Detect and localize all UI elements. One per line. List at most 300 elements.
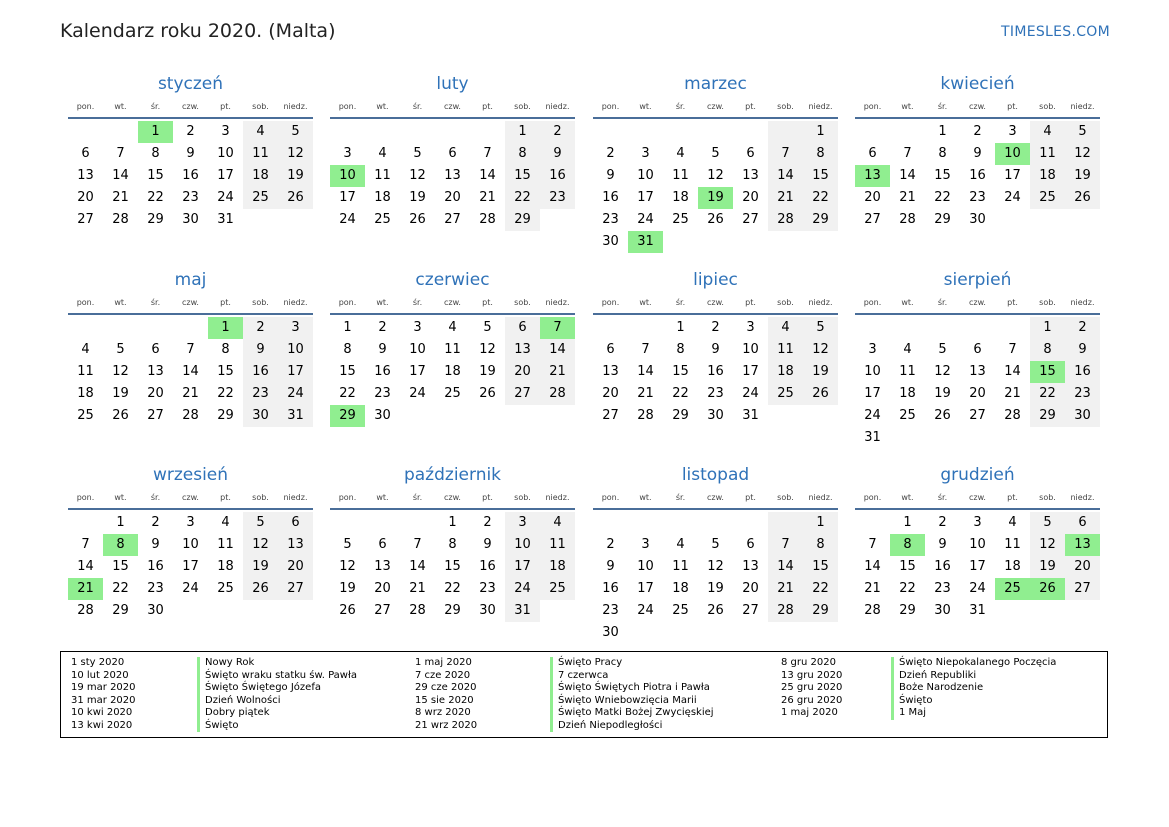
weekday-label: czw. — [444, 493, 461, 502]
day-cell: 6 — [1065, 512, 1100, 534]
weekday-label: czw. — [444, 102, 461, 111]
day-cell: 2 — [186, 124, 195, 139]
day-cell: 10 — [637, 559, 654, 574]
page-title: Kalendarz roku 2020. (Malta) — [60, 20, 336, 42]
day-cell: 14 — [768, 556, 803, 578]
holiday-date: 13 kwi 2020 — [71, 719, 133, 731]
month-name: październik — [403, 465, 502, 485]
day-cell: 18 — [77, 386, 94, 401]
day-cell: 15 — [217, 364, 234, 379]
weekday-label: pon. — [601, 298, 620, 307]
weekday-label: niedz. — [545, 493, 570, 502]
day-cell: 21 — [637, 386, 654, 401]
day-cell: 16 — [147, 559, 164, 574]
weekday-label: pt. — [220, 493, 231, 502]
weekday-header — [855, 98, 1100, 116]
day-cell: 7 — [768, 534, 803, 556]
day-cell: 1 — [676, 320, 685, 335]
day-cell: 17 — [969, 559, 986, 574]
day-cell: 14 — [77, 559, 94, 574]
day-grid — [68, 317, 313, 427]
day-cell: 5 — [1065, 121, 1100, 143]
day-cell: 7 — [540, 317, 575, 339]
holiday-name: 1 Maj — [899, 707, 927, 718]
day-cell: 10 — [278, 339, 313, 361]
weekday-label: niedz. — [545, 102, 570, 111]
day-cell: 26 — [707, 212, 724, 227]
weekday-label: sob. — [514, 102, 531, 111]
day-cell: 19 — [707, 581, 724, 596]
day-cell: 29 — [672, 408, 689, 423]
day-cell: 6 — [81, 146, 90, 161]
weekday-label: śr. — [412, 298, 423, 307]
day-cell: 19 — [339, 581, 356, 596]
day-cell: 28 — [637, 408, 654, 423]
day-cell: 20 — [505, 361, 540, 383]
day-cell: 25 — [1030, 187, 1065, 209]
empty-cell — [330, 121, 365, 143]
weekday-header — [68, 294, 313, 312]
day-cell: 13 — [1065, 534, 1100, 556]
empty-cell — [1065, 600, 1100, 622]
empty-cell — [890, 317, 925, 339]
day-cell: 17 — [1004, 168, 1021, 183]
day-cell: 13 — [855, 165, 890, 187]
holiday-name: Święto — [899, 694, 933, 706]
holiday-name: Święto Niepokalanego Poczęcia — [899, 657, 1057, 668]
holiday-date: 1 sty 2020 — [71, 657, 125, 668]
day-cell: 13 — [77, 168, 94, 183]
day-cell: 30 — [602, 234, 619, 249]
holiday-date: 15 sie 2020 — [415, 694, 474, 706]
day-cell: 26 — [1030, 578, 1065, 600]
day-cell: 28 — [768, 209, 803, 231]
day-cell: 3 — [278, 317, 313, 339]
day-cell: 22 — [217, 386, 234, 401]
weekday-label: wt. — [114, 493, 127, 502]
empty-cell — [663, 121, 698, 143]
header-rule — [855, 117, 1100, 119]
holiday-name: Dzień Niepodległości — [558, 719, 663, 731]
day-cell: 4 — [221, 515, 230, 530]
weekday-label: pt. — [482, 102, 493, 111]
day-cell: 1 — [138, 121, 173, 143]
day-cell: 22 — [505, 187, 540, 209]
holiday-date: 13 gru 2020 — [781, 669, 843, 681]
weekday-label: pt. — [1007, 493, 1018, 502]
day-grid — [330, 121, 575, 231]
day-cell: 12 — [278, 143, 313, 165]
empty-cell — [960, 317, 995, 339]
weekday-label: niedz. — [283, 102, 308, 111]
weekday-label: pon. — [76, 493, 95, 502]
day-cell: 11 — [540, 534, 575, 556]
day-cell: 23 — [147, 581, 164, 596]
day-cell: 8 — [221, 342, 230, 357]
month-0 — [68, 72, 313, 231]
day-cell: 2 — [378, 320, 387, 335]
empty-cell — [663, 622, 698, 644]
day-cell: 31 — [278, 405, 313, 427]
day-cell: 9 — [606, 559, 615, 574]
day-cell: 9 — [378, 342, 387, 357]
day-cell: 9 — [186, 146, 195, 161]
empty-cell — [663, 231, 698, 253]
day-cell: 23 — [969, 190, 986, 205]
holiday-name: Boże Narodzenie — [899, 682, 984, 693]
day-cell: 28 — [112, 212, 129, 227]
day-cell: 9 — [711, 342, 720, 357]
day-cell: 6 — [448, 146, 457, 161]
weekday-label: niedz. — [1070, 493, 1095, 502]
weekday-label: czw. — [182, 102, 199, 111]
day-cell: 11 — [768, 339, 803, 361]
day-grid — [330, 512, 575, 622]
header-rule — [68, 117, 313, 119]
day-cell: 12 — [707, 168, 724, 183]
holiday-dates-column — [71, 657, 136, 732]
day-cell: 8 — [1030, 339, 1065, 361]
day-cell: 5 — [116, 342, 125, 357]
weekday-label: pon. — [601, 102, 620, 111]
day-cell: 4 — [676, 537, 685, 552]
day-cell: 6 — [378, 537, 387, 552]
day-cell: 3 — [505, 512, 540, 534]
day-cell: 25 — [444, 386, 461, 401]
holiday-name: Święto Matki Bożej Zwycięskiej — [558, 707, 714, 718]
header-rule — [330, 117, 575, 119]
day-cell: 5 — [803, 317, 838, 339]
day-cell: 8 — [938, 146, 947, 161]
day-cell: 31 — [742, 408, 759, 423]
weekday-label: wt. — [901, 298, 914, 307]
day-cell: 6 — [973, 342, 982, 357]
day-cell: 8 — [890, 534, 925, 556]
empty-cell — [768, 405, 803, 427]
month-name: styczeń — [157, 74, 224, 94]
day-cell: 22 — [112, 581, 129, 596]
day-cell: 4 — [81, 342, 90, 357]
weekday-header — [330, 489, 575, 507]
day-cell: 14 — [1004, 364, 1021, 379]
empty-cell — [733, 622, 768, 644]
day-cell: 9 — [973, 146, 982, 161]
day-cell: 28 — [1004, 408, 1021, 423]
day-cell: 29 — [803, 600, 838, 622]
empty-cell — [68, 512, 103, 534]
day-cell: 11 — [374, 168, 391, 183]
weekday-label: pt. — [220, 298, 231, 307]
day-cell: 22 — [803, 578, 838, 600]
day-cell: 1 — [803, 512, 838, 534]
day-cell: 8 — [803, 143, 838, 165]
weekday-header — [855, 489, 1100, 507]
empty-cell — [540, 209, 575, 231]
day-cell: 13 — [602, 364, 619, 379]
day-cell: 5 — [1030, 512, 1065, 534]
day-cell: 11 — [1004, 537, 1021, 552]
empty-cell — [505, 405, 540, 427]
day-cell: 23 — [602, 603, 619, 618]
day-cell: 1 — [903, 515, 912, 530]
day-cell: 9 — [606, 168, 615, 183]
weekday-label: pon. — [338, 102, 357, 111]
day-cell: 4 — [540, 512, 575, 534]
day-cell: 20 — [742, 581, 759, 596]
day-cell: 30 — [374, 408, 391, 423]
empty-cell — [400, 121, 435, 143]
holiday-date: 8 wrz 2020 — [415, 707, 471, 718]
weekday-label: pon. — [76, 102, 95, 111]
empty-cell — [435, 405, 470, 427]
day-cell: 3 — [186, 515, 195, 530]
day-cell: 9 — [483, 537, 492, 552]
empty-cell — [1065, 427, 1100, 449]
holiday-name: Dzień Wolności — [205, 694, 281, 706]
day-cell: 29 — [112, 603, 129, 618]
day-grid — [593, 512, 838, 644]
day-cell: 16 — [243, 361, 278, 383]
holiday-name: Dzień Republiki — [899, 669, 977, 681]
day-cell: 7 — [903, 146, 912, 161]
day-cell: 16 — [602, 581, 619, 596]
day-cell: 16 — [707, 364, 724, 379]
day-cell: 18 — [540, 556, 575, 578]
weekday-label: śr. — [675, 493, 686, 502]
weekday-label: pt. — [745, 298, 756, 307]
day-cell: 17 — [182, 559, 199, 574]
day-cell: 17 — [217, 168, 234, 183]
weekday-label: sob. — [1039, 493, 1056, 502]
holiday-name: Święto — [205, 719, 239, 731]
day-cell: 14 — [112, 168, 129, 183]
day-cell: 24 — [505, 578, 540, 600]
weekday-label: wt. — [376, 298, 389, 307]
empty-cell — [278, 600, 313, 622]
day-cell: 14 — [479, 168, 496, 183]
day-cell: 3 — [221, 124, 230, 139]
day-cell: 11 — [217, 537, 234, 552]
day-cell: 21 — [479, 190, 496, 205]
day-cell: 2 — [483, 515, 492, 530]
weekday-label: niedz. — [1070, 102, 1095, 111]
month-name: luty — [436, 74, 469, 94]
empty-cell — [243, 600, 278, 622]
day-cell: 22 — [147, 190, 164, 205]
day-cell: 13 — [147, 364, 164, 379]
empty-cell — [173, 317, 208, 339]
day-cell: 2 — [606, 146, 615, 161]
empty-cell — [768, 121, 803, 143]
weekday-label: śr. — [150, 298, 161, 307]
day-cell: 11 — [444, 342, 461, 357]
day-cell: 25 — [217, 581, 234, 596]
weekday-header — [330, 98, 575, 116]
day-cell: 16 — [934, 559, 951, 574]
day-cell: 16 — [182, 168, 199, 183]
day-cell: 2 — [243, 317, 278, 339]
empty-cell — [540, 405, 575, 427]
day-cell: 12 — [803, 339, 838, 361]
month-name: wrzesień — [152, 465, 229, 485]
day-cell: 20 — [77, 190, 94, 205]
day-cell: 27 — [505, 383, 540, 405]
day-cell: 3 — [868, 342, 877, 357]
empty-cell — [435, 121, 470, 143]
day-cell: 15 — [899, 559, 916, 574]
weekday-label: niedz. — [808, 493, 833, 502]
day-cell: 20 — [864, 190, 881, 205]
month-name: grudzień — [940, 465, 1015, 485]
empty-cell — [1030, 600, 1065, 622]
day-cell: 30 — [147, 603, 164, 618]
header-rule — [68, 508, 313, 510]
day-cell: 1 — [505, 121, 540, 143]
holiday-names-column — [891, 657, 1056, 720]
empty-cell — [278, 209, 313, 231]
day-cell: 7 — [81, 537, 90, 552]
empty-cell — [628, 622, 663, 644]
day-cell: 21 — [68, 578, 103, 600]
day-cell: 20 — [278, 556, 313, 578]
day-cell: 27 — [77, 212, 94, 227]
day-cell: 18 — [1030, 165, 1065, 187]
day-cell: 22 — [934, 190, 951, 205]
day-cell: 23 — [540, 187, 575, 209]
holiday-date: 29 cze 2020 — [415, 682, 477, 693]
empty-cell — [960, 427, 995, 449]
weekday-label: pon. — [76, 298, 95, 307]
holiday-dates-column — [781, 657, 842, 720]
weekday-label: pt. — [220, 102, 231, 111]
day-cell: 14 — [768, 165, 803, 187]
day-cell: 13 — [742, 168, 759, 183]
day-cell: 30 — [479, 603, 496, 618]
day-cell: 21 — [182, 386, 199, 401]
weekday-label: pon. — [338, 298, 357, 307]
day-cell: 18 — [444, 364, 461, 379]
day-grid — [855, 512, 1100, 622]
day-grid — [593, 121, 838, 253]
day-cell: 27 — [278, 578, 313, 600]
day-cell: 7 — [641, 342, 650, 357]
day-cell: 5 — [711, 537, 720, 552]
day-cell: 30 — [602, 625, 619, 640]
weekday-label: pt. — [1007, 102, 1018, 111]
day-cell: 9 — [540, 143, 575, 165]
day-cell: 29 — [147, 212, 164, 227]
day-cell: 1 — [208, 317, 243, 339]
empty-cell — [925, 317, 960, 339]
day-cell: 5 — [278, 121, 313, 143]
day-cell: 26 — [112, 408, 129, 423]
holiday-date: 31 mar 2020 — [71, 694, 136, 706]
day-cell: 17 — [409, 364, 426, 379]
day-cell: 26 — [707, 603, 724, 618]
weekday-header — [855, 294, 1100, 312]
day-cell: 25 — [540, 578, 575, 600]
weekday-label: pt. — [745, 493, 756, 502]
header-rule — [68, 313, 313, 315]
weekday-label: sob. — [777, 298, 794, 307]
weekday-label: pon. — [601, 493, 620, 502]
weekday-label: sob. — [777, 102, 794, 111]
day-cell: 24 — [182, 581, 199, 596]
weekday-header — [593, 294, 838, 312]
day-cell: 6 — [505, 317, 540, 339]
day-cell: 24 — [339, 212, 356, 227]
day-cell: 29 — [899, 603, 916, 618]
day-cell: 27 — [1065, 578, 1100, 600]
site-link[interactable]: TIMESLES.COM — [1001, 24, 1110, 40]
empty-cell — [365, 512, 400, 534]
month-11 — [855, 463, 1100, 622]
day-cell: 25 — [672, 212, 689, 227]
day-cell: 18 — [1004, 559, 1021, 574]
day-cell: 30 — [182, 212, 199, 227]
day-cell: 5 — [243, 512, 278, 534]
day-cell: 13 — [374, 559, 391, 574]
month-5 — [330, 268, 575, 427]
empty-cell — [855, 512, 890, 534]
day-cell: 8 — [103, 534, 138, 556]
holiday-legend — [60, 651, 1108, 738]
month-10 — [593, 463, 838, 644]
day-cell: 24 — [742, 386, 759, 401]
day-cell: 24 — [637, 603, 654, 618]
empty-cell — [803, 405, 838, 427]
day-cell: 15 — [147, 168, 164, 183]
day-cell: 28 — [182, 408, 199, 423]
weekday-label: śr. — [937, 493, 948, 502]
weekday-label: czw. — [182, 298, 199, 307]
holiday-dates-column — [415, 657, 477, 732]
day-grid — [855, 317, 1100, 449]
weekday-header — [68, 98, 313, 116]
month-1 — [330, 72, 575, 231]
day-cell: 3 — [746, 320, 755, 335]
month-name: czerwiec — [415, 270, 490, 290]
empty-cell — [995, 209, 1030, 231]
day-cell: 16 — [969, 168, 986, 183]
day-cell: 13 — [444, 168, 461, 183]
empty-cell — [1065, 209, 1100, 231]
day-cell: 11 — [899, 364, 916, 379]
holiday-date: 26 gru 2020 — [781, 694, 843, 706]
header-rule — [593, 117, 838, 119]
holiday-date: 1 maj 2020 — [415, 657, 472, 668]
day-cell: 2 — [606, 537, 615, 552]
day-cell: 11 — [77, 364, 94, 379]
day-cell: 5 — [938, 342, 947, 357]
day-cell: 29 — [934, 212, 951, 227]
day-cell: 21 — [409, 581, 426, 596]
empty-cell — [1030, 209, 1065, 231]
day-cell: 30 — [243, 405, 278, 427]
day-cell: 30 — [707, 408, 724, 423]
empty-cell — [1030, 427, 1065, 449]
empty-cell — [628, 317, 663, 339]
empty-cell — [698, 512, 733, 534]
holiday-name: Nowy Rok — [205, 657, 255, 668]
day-cell: 1 — [1030, 317, 1065, 339]
day-cell: 20 — [374, 581, 391, 596]
weekday-label: śr. — [937, 102, 948, 111]
month-name: lipiec — [693, 270, 738, 290]
day-cell: 5 — [343, 537, 352, 552]
day-cell: 8 — [505, 143, 540, 165]
day-cell: 4 — [903, 342, 912, 357]
